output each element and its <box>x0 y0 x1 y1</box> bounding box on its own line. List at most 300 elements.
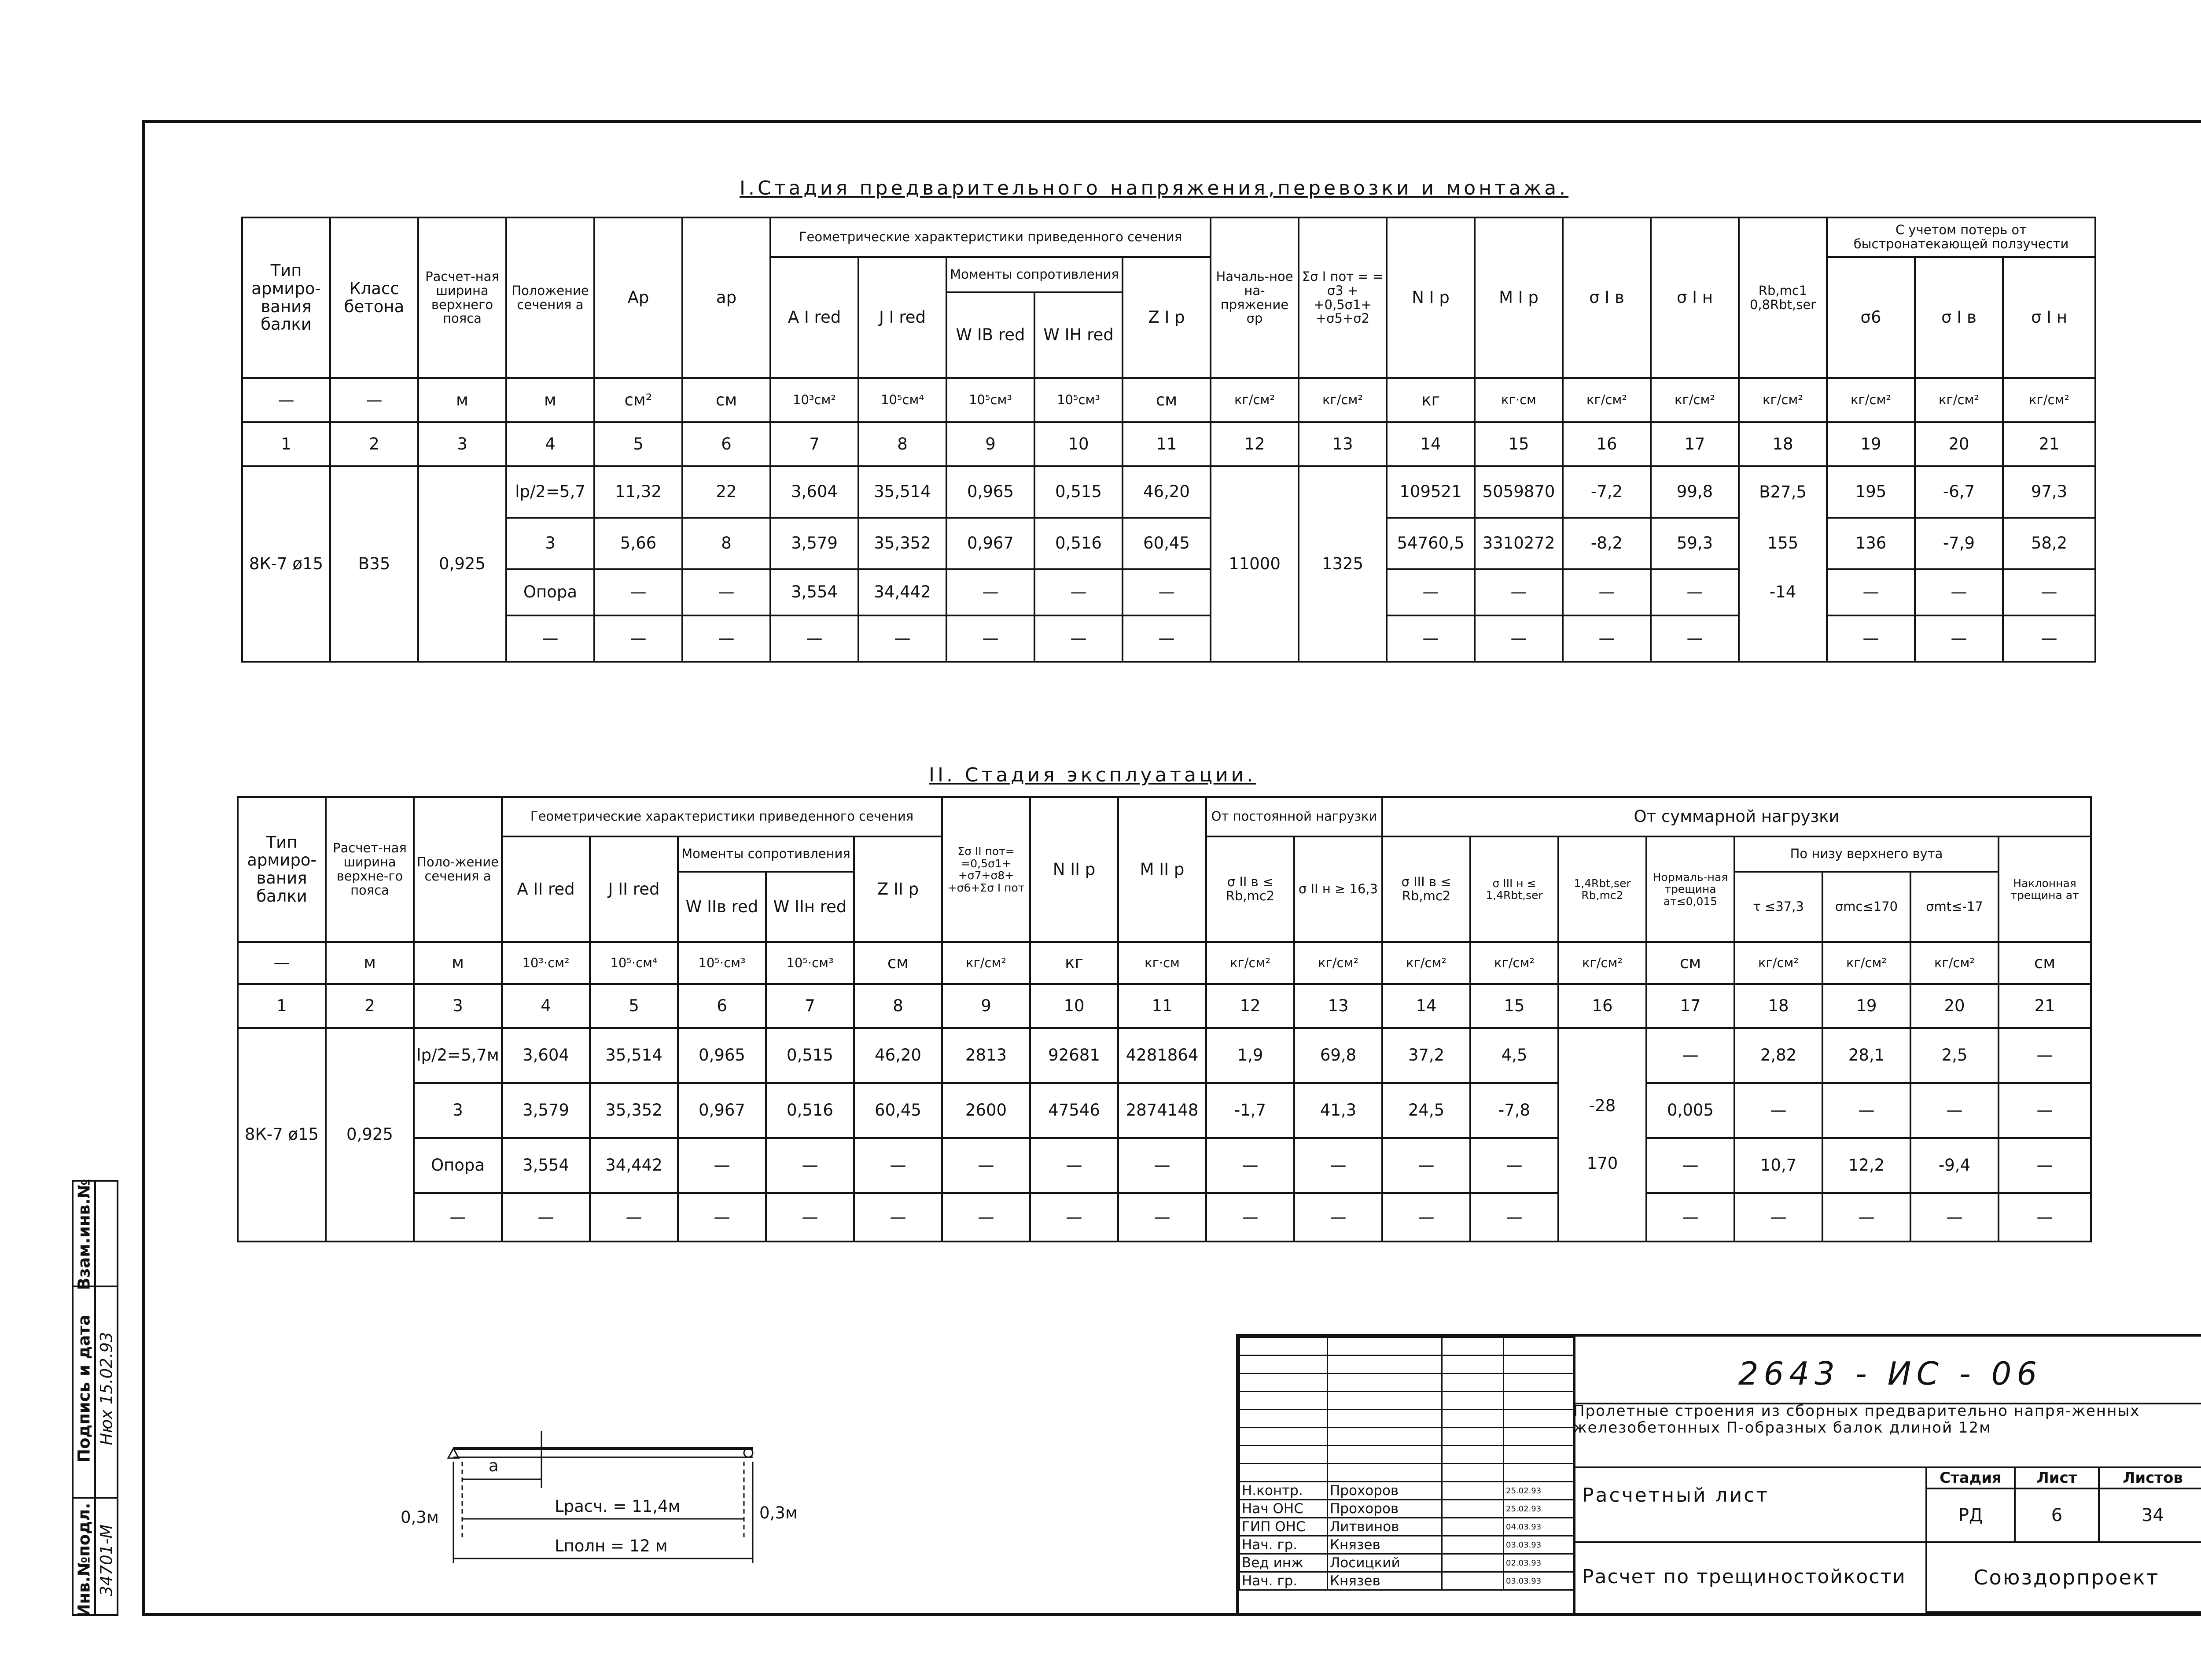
s1-cell: 59,3 <box>1651 518 1739 569</box>
s2-cell: — <box>1470 1138 1558 1193</box>
stamp-doc-title: Расчет по трещиностойкости <box>1582 1566 1906 1588</box>
s1-cell: — <box>858 615 946 662</box>
s2-colnum: 3 <box>414 984 502 1028</box>
s1-cell: 109521 <box>1387 466 1475 518</box>
s2-h-mp: M II p <box>1118 797 1206 942</box>
s1-cell: 8 <box>682 518 770 569</box>
s1-cell: — <box>594 615 682 662</box>
s1-cell: — <box>682 569 770 615</box>
s1-h-ap: Ap <box>594 217 682 378</box>
stamp-person: Князев <box>1328 1572 1442 1590</box>
s2-cell: — <box>1030 1193 1118 1242</box>
stamp-role: ГИП ОНС <box>1240 1518 1328 1536</box>
s2-cell: 28,1 <box>1822 1028 1910 1083</box>
s1-h-class: Класс бетона <box>330 217 418 378</box>
s2-unit: м <box>326 942 414 984</box>
s1-cell: -8,2 <box>1563 518 1651 569</box>
s1-cell: 54760,5 <box>1387 518 1475 569</box>
stamp-role: Вед инж <box>1240 1554 1328 1572</box>
s1-colnum: 14 <box>1387 422 1475 466</box>
s2-colnum: 13 <box>1294 984 1382 1028</box>
s2-cell: — <box>1206 1193 1294 1242</box>
s1-cell: — <box>1651 615 1739 662</box>
s2-cell: — <box>1294 1138 1382 1193</box>
s1-unit: кг/см² <box>1211 378 1299 422</box>
s2-h-ared: A II red <box>502 836 590 942</box>
s1-cell: 35,352 <box>858 518 946 569</box>
s2-cell: 92681 <box>1030 1028 1118 1083</box>
stamp-person: Прохоров <box>1328 1500 1442 1518</box>
s2-cell: 35,352 <box>590 1083 678 1138</box>
s2-colnum: 6 <box>678 984 766 1028</box>
s2-colnum: 14 <box>1382 984 1470 1028</box>
s1-sum-value: 1325 <box>1299 466 1387 662</box>
s1-cell: — <box>1915 569 2003 615</box>
s2-cell: 2813 <box>942 1028 1030 1083</box>
s2-unit: кг/см² <box>942 942 1030 984</box>
s1-cell: 3,604 <box>770 466 858 518</box>
s2-unit: кг/см² <box>1822 942 1910 984</box>
s1-cell: — <box>770 615 858 662</box>
s2-unit: кг/см² <box>1910 942 1999 984</box>
s1-cell: — <box>1651 569 1739 615</box>
s2-cell: — <box>502 1193 590 1242</box>
s2-colnum: 18 <box>1734 984 1822 1028</box>
s2-colnum: 16 <box>1558 984 1646 1028</box>
s1-cell: 99,8 <box>1651 466 1739 518</box>
s2-h-np: N II p <box>1030 797 1118 942</box>
s1-h-width: Расчет-ная ширина верхнего пояса <box>418 217 506 378</box>
s2-h-moments: Моменты сопротивления <box>678 836 854 872</box>
s2-cell: — <box>1734 1083 1822 1138</box>
s1-unit: — <box>330 378 418 422</box>
s1-cell: 3,554 <box>770 569 858 615</box>
stamp-stage-label: Стадия <box>1925 1466 2016 1489</box>
span-diagram <box>392 1431 814 1572</box>
s2-unit: кг·см <box>1118 942 1206 984</box>
s1-cell: 97,3 <box>2003 466 2095 518</box>
s1-h-a-p: ap <box>682 217 770 378</box>
stamp-date: 04.03.93 <box>1504 1518 1574 1536</box>
s2-cell: — <box>1206 1138 1294 1193</box>
s2-h-jred: J II red <box>590 836 678 942</box>
s2-cell: 3,554 <box>502 1138 590 1193</box>
s1-h-sh2: σ I н <box>2003 257 2095 378</box>
side-col-inv <box>72 1180 96 1616</box>
s1-colnum: 15 <box>1475 422 1563 466</box>
s2-cell: — <box>766 1193 854 1242</box>
s2-cell: — <box>414 1193 502 1242</box>
s1-cell: 5,66 <box>594 518 682 569</box>
s2-unit: м <box>414 942 502 984</box>
s2-cell: 2600 <box>942 1083 1030 1138</box>
s2-cell: 0,005 <box>1646 1083 1734 1138</box>
s1-cell: — <box>1123 615 1211 662</box>
s2-cell: — <box>942 1193 1030 1242</box>
s2-cell: — <box>1382 1193 1470 1242</box>
s2-h-t2: σ III н ≤ 1,4Rbt,ser <box>1470 836 1558 942</box>
stamp-signatures <box>1239 1337 1575 1591</box>
s2-unit: кг/см² <box>1558 942 1646 984</box>
s1-unit: см <box>682 378 770 422</box>
stamp-date: 03.03.93 <box>1504 1572 1574 1590</box>
s2-h-wh: W IIн red <box>766 872 854 942</box>
s2-cell: — <box>1734 1193 1822 1242</box>
s2-cell: -7,8 <box>1470 1083 1558 1138</box>
s2-cell: 3,604 <box>502 1028 590 1083</box>
s2-h-c2: σ II н ≥ 16,3 <box>1294 836 1382 942</box>
s1-cell: — <box>2003 569 2095 615</box>
s2-colnum: 20 <box>1910 984 1999 1028</box>
stamp-sheets-value: 34 <box>2098 1488 2201 1543</box>
s1-cell: -7,2 <box>1563 466 1651 518</box>
s2-cell: — <box>1999 1193 2091 1242</box>
s1-colnum: 17 <box>1651 422 1739 466</box>
s1-cell: 34,442 <box>858 569 946 615</box>
s1-cell: — <box>1387 615 1475 662</box>
s2-colnum: 2 <box>326 984 414 1028</box>
s1-cell: — <box>1563 569 1651 615</box>
s2-cell: — <box>1910 1083 1999 1138</box>
s2-cell: 12,2 <box>1822 1138 1910 1193</box>
s1-h-mp: M I p <box>1475 217 1563 378</box>
s1-cell: — <box>946 569 1034 615</box>
s1-h-geom: Геометрические характеристики приведенного сечения <box>770 217 1211 257</box>
s1-cell: — <box>1827 569 1915 615</box>
stamp-person: Лосицкий <box>1328 1554 1442 1572</box>
s2-unit: см <box>1999 942 2091 984</box>
s1-colnum: 13 <box>1299 422 1387 466</box>
s1-h-wh: W IH red <box>1034 292 1123 378</box>
s1-unit: 10⁵см⁴ <box>858 378 946 422</box>
s1-h-sh: σ I н <box>1651 217 1739 378</box>
s1-h-zp: Z I p <box>1123 257 1211 378</box>
s2-width-value: 0,925 <box>326 1028 414 1242</box>
s2-colnum: 7 <box>766 984 854 1028</box>
s2-colnum: 9 <box>942 984 1030 1028</box>
s2-colnum: 12 <box>1206 984 1294 1028</box>
s2-unit: кг/см² <box>1470 942 1558 984</box>
s2-cell: — <box>1999 1138 2091 1193</box>
s2-cell: 47546 <box>1030 1083 1118 1138</box>
stamp-date: 03.03.93 <box>1504 1536 1574 1554</box>
s2-cell: — <box>1822 1083 1910 1138</box>
stamp-person: Прохоров <box>1328 1482 1442 1500</box>
s2-cell: Опора <box>414 1138 502 1193</box>
s2-cell: — <box>678 1138 766 1193</box>
s1-cell: 3,579 <box>770 518 858 569</box>
diagram-calc-span: Lрасч. = 11,4м <box>555 1497 681 1516</box>
s1-colnum: 20 <box>1915 422 2003 466</box>
s1-unit: кг/см² <box>1827 378 1915 422</box>
s1-colnum: 12 <box>1211 422 1299 466</box>
s2-cell: 10,7 <box>1734 1138 1822 1193</box>
s2-cell: — <box>1999 1083 2091 1138</box>
stamp-sheet-value: 6 <box>2014 1488 2100 1543</box>
title-block <box>1236 1334 2201 1616</box>
s1-unit: кг/см² <box>1915 378 2003 422</box>
s1-cell: — <box>2003 615 2095 662</box>
s2-h-t5: τ ≤37,3 <box>1734 872 1822 942</box>
s1-cell: -6,7 <box>1915 466 2003 518</box>
s1-cell: — <box>1034 569 1123 615</box>
s1-cell: 136 <box>1827 518 1915 569</box>
s1-unit: кг/см² <box>2003 378 2095 422</box>
s1-cell: 0,967 <box>946 518 1034 569</box>
s2-cell: 69,8 <box>1294 1028 1382 1083</box>
s2-cell: — <box>1382 1138 1470 1193</box>
s2-cell: 37,2 <box>1382 1028 1470 1083</box>
s2-unit: кг/см² <box>1294 942 1382 984</box>
s2-colnum: 17 <box>1646 984 1734 1028</box>
s1-cell: — <box>1827 615 1915 662</box>
s1-cell: — <box>1387 569 1475 615</box>
s2-cell: — <box>678 1193 766 1242</box>
s2-cell: — <box>854 1193 942 1242</box>
s2-cell: — <box>1294 1193 1382 1242</box>
s1-cell: 58,2 <box>2003 518 2095 569</box>
s1-colnum: 2 <box>330 422 418 466</box>
s1-cell: 22 <box>682 466 770 518</box>
s1-h-sb: σ I в <box>1563 217 1651 378</box>
s2-cell: — <box>1999 1028 2091 1083</box>
s1-cell: 195 <box>1827 466 1915 518</box>
s2-cell: -1,7 <box>1206 1083 1294 1138</box>
s1-h-initial: Началь-ное на-пряжение σp <box>1211 217 1299 378</box>
s1-h-position: Положение сечения a <box>506 217 594 378</box>
s1-cell: — <box>1034 615 1123 662</box>
s2-colnum: 10 <box>1030 984 1118 1028</box>
stamp-sheets-label: Листов <box>2098 1466 2201 1489</box>
stamp-org: Союздорпроект <box>1925 1541 2201 1613</box>
s1-cell: — <box>1123 569 1211 615</box>
side-inv-value: 34701-М <box>97 1524 116 1596</box>
section2-title: II. Стадия эксплуатации. <box>929 764 1256 786</box>
s1-cell: 60,45 <box>1123 518 1211 569</box>
s2-cell: — <box>1822 1193 1910 1242</box>
stamp-date: 25.02.93 <box>1504 1482 1574 1500</box>
stamp-date: 02.03.93 <box>1504 1554 1574 1572</box>
s2-colnum: 1 <box>238 984 326 1028</box>
s1-cell: — <box>1475 569 1563 615</box>
s1-h-sum: Σσ I пот = = σ3 + +0,5σ1+ +σ5+σ2 <box>1299 217 1387 378</box>
s1-colnum: 7 <box>770 422 858 466</box>
s2-h-wb: W IIв red <box>678 872 766 942</box>
s1-cell: — <box>1915 615 2003 662</box>
s2-cell: — <box>1646 1193 1734 1242</box>
s1-h-np: N I p <box>1387 217 1475 378</box>
s1-type-value: 8К-7 ø15 <box>242 466 330 662</box>
s2-unit: кг/см² <box>1206 942 1294 984</box>
stamp-date: 25.02.93 <box>1504 1500 1574 1518</box>
s2-cell: 0,515 <box>766 1028 854 1083</box>
s1-colnum: 11 <box>1123 422 1211 466</box>
s1-colnum: 10 <box>1034 422 1123 466</box>
s2-h-t7: σmt≤-17 <box>1910 872 1999 942</box>
s2-h-t8: Наклонная трещина aт <box>1999 836 2091 942</box>
s1-unit: см <box>1123 378 1211 422</box>
s1-colnum: 5 <box>594 422 682 466</box>
s2-h-const: От постоянной нагрузки <box>1206 797 1382 836</box>
s1-colnum: 19 <box>1827 422 1915 466</box>
s1-cell: lp/2=5,7 <box>506 466 594 518</box>
s1-class-value: В35 <box>330 466 418 662</box>
side-inv-label: Инв.№подл. <box>74 1503 93 1618</box>
s2-unit: см <box>1646 942 1734 984</box>
s2-cell: — <box>1118 1193 1206 1242</box>
side-date-value: Нюх 15.02.93 <box>97 1332 116 1445</box>
s1-h-ared: A I red <box>770 257 858 378</box>
s2-cell: 0,965 <box>678 1028 766 1083</box>
s2-type-value: 8К-7 ø15 <box>238 1028 326 1242</box>
s1-cell: 5059870 <box>1475 466 1563 518</box>
s2-h-sum: Σσ II пот= =0,5σ1+ +σ7+σ8+ +σ6+Σσ I пот <box>942 797 1030 942</box>
stamp-sheet-title: Расчетный лист <box>1582 1484 1770 1507</box>
s1-unit: кг/см² <box>1299 378 1387 422</box>
s2-cell: lp/2=5,7м <box>414 1028 502 1083</box>
s2-cell: 0,967 <box>678 1083 766 1138</box>
s1-unit: кг/см² <box>1651 378 1739 422</box>
s1-h-losses: С учетом потерь от быстронатекающей ползучести <box>1827 217 2095 257</box>
side-replace-label: Взам.инв.№ <box>74 1179 93 1290</box>
s2-h-t6: σmc≤170 <box>1822 872 1910 942</box>
s2-cell: — <box>1646 1138 1734 1193</box>
s1-cell: 155 <box>1739 518 1827 569</box>
s1-colnum: 16 <box>1563 422 1651 466</box>
s1-unit: 10⁵см³ <box>946 378 1034 422</box>
s2-cell: -9,4 <box>1910 1138 1999 1193</box>
s1-cell: 46,20 <box>1123 466 1211 518</box>
s1-colnum: 6 <box>682 422 770 466</box>
s1-colnum: 18 <box>1739 422 1827 466</box>
s2-cell: 4,5 <box>1470 1028 1558 1083</box>
s2-colnum: 4 <box>502 984 590 1028</box>
section1-title: I.Стадия предварительного напряжения,перевозки и монтажа. <box>740 177 1569 199</box>
s2-cell: 2,5 <box>1910 1028 1999 1083</box>
s1-cell: — <box>682 615 770 662</box>
s2-cell: 24,5 <box>1382 1083 1470 1138</box>
s2-cell: — <box>1910 1193 1999 1242</box>
s2-cell: — <box>766 1138 854 1193</box>
stamp-role: Нач. гр. <box>1240 1536 1328 1554</box>
s1-unit: см² <box>594 378 682 422</box>
s1-h-rb: Rb,mc1 0,8Rbt,ser <box>1739 217 1827 378</box>
s2-cell: — <box>942 1138 1030 1193</box>
s1-h-moments: Моменты сопротивления <box>946 257 1123 292</box>
stamp-sheet-label: Лист <box>2014 1466 2100 1489</box>
s2-cell: 0,516 <box>766 1083 854 1138</box>
s2-h-zp: Z II p <box>854 836 942 942</box>
s2-cell: 2,82 <box>1734 1028 1822 1083</box>
s2-cell: — <box>1646 1028 1734 1083</box>
s2-cell: 35,514 <box>590 1028 678 1083</box>
s1-width-value: 0,925 <box>418 466 506 662</box>
s1-colnum: 8 <box>858 422 946 466</box>
s2-cell: 46,20 <box>854 1028 942 1083</box>
s1-h-type: Тип армиро-вания балки <box>242 217 330 378</box>
s2-unit: 10⁵·см⁴ <box>590 942 678 984</box>
s2-unit: 10⁵·см³ <box>766 942 854 984</box>
s1-cell: В27,5 <box>1739 466 1827 518</box>
s2-cell: 60,45 <box>854 1083 942 1138</box>
stamp-person: Литвинов <box>1328 1518 1442 1536</box>
s2-c16-top: -28 <box>1589 1096 1616 1115</box>
s2-h-width: Расчет-ная ширина верхне-го пояса <box>326 797 414 942</box>
stamp-role: Нач ОНС <box>1240 1500 1328 1518</box>
s2-cell: 3,579 <box>502 1083 590 1138</box>
s1-cell: -7,9 <box>1915 518 2003 569</box>
s1-cell: — <box>946 615 1034 662</box>
stamp-person: Князев <box>1328 1536 1442 1554</box>
side-date-label: Подпись и дата <box>74 1314 93 1463</box>
s1-cell: 0,516 <box>1034 518 1123 569</box>
s1-cell: 0,965 <box>946 466 1034 518</box>
s2-c16 <box>1558 1028 1646 1242</box>
s2-h-c1: σ II в ≤ Rb,mc2 <box>1206 836 1294 942</box>
s2-unit: кг/см² <box>1734 942 1822 984</box>
s2-cell: 3 <box>414 1083 502 1138</box>
s2-colnum: 8 <box>854 984 942 1028</box>
s2-cell: 41,3 <box>1294 1083 1382 1138</box>
stamp-code: 2643 - ИС - 06 <box>1738 1355 2043 1392</box>
s2-colnum: 5 <box>590 984 678 1028</box>
s1-colnum: 9 <box>946 422 1034 466</box>
s2-h-t4: Нормаль-ная трещина aт≤0,015 <box>1646 836 1734 942</box>
s1-unit: — <box>242 378 330 422</box>
s2-unit: кг/см² <box>1382 942 1470 984</box>
s2-h-type: Тип армиро-вания балки <box>238 797 326 942</box>
s2-unit: кг <box>1030 942 1118 984</box>
s2-unit: 10⁵·см³ <box>678 942 766 984</box>
s1-h-wb: W IB red <box>946 292 1034 378</box>
s2-h-t3: 1,4Rbt,ser Rb,mc2 <box>1558 836 1646 942</box>
s1-cell <box>1739 615 1827 662</box>
s1-unit: 10⁵см³ <box>1034 378 1123 422</box>
side-col-values <box>94 1180 118 1616</box>
s2-c16-bottom: 170 <box>1586 1153 1618 1173</box>
s2-cell: — <box>854 1138 942 1193</box>
s2-colnum: 21 <box>1999 984 2091 1028</box>
s2-h-position: Поло-жение сечения a <box>414 797 502 942</box>
s2-h-geom: Геометрические характеристики приведенного сечения <box>502 797 942 836</box>
s1-h-s6: σ6 <box>1827 257 1915 378</box>
s1-cell: — <box>506 615 594 662</box>
s2-unit: — <box>238 942 326 984</box>
s1-cell: — <box>594 569 682 615</box>
diagram-a: a <box>489 1456 499 1475</box>
s2-cell: — <box>590 1193 678 1242</box>
diagram-support-left: 0,3м <box>401 1508 439 1527</box>
s1-unit: м <box>506 378 594 422</box>
s2-cell: — <box>1470 1193 1558 1242</box>
s1-unit: кг/см² <box>1739 378 1827 422</box>
stamp-role: Нач. гр. <box>1240 1572 1328 1590</box>
s2-colnum: 11 <box>1118 984 1206 1028</box>
s1-colnum: 1 <box>242 422 330 466</box>
s1-cell: -14 <box>1739 569 1827 615</box>
stamp-role: Н.контр. <box>1240 1482 1328 1500</box>
s1-cell: 35,514 <box>858 466 946 518</box>
s2-colnum: 15 <box>1470 984 1558 1028</box>
s2-colnum: 19 <box>1822 984 1910 1028</box>
s2-cell: 1,9 <box>1206 1028 1294 1083</box>
s2-cell: 2874148 <box>1118 1083 1206 1138</box>
s2-h-total: От суммарной нагрузки <box>1382 797 2091 836</box>
s2-h-t1: σ III в ≤ Rb,mc2 <box>1382 836 1470 942</box>
section2-table <box>237 796 2092 1242</box>
section1-table <box>241 217 2096 663</box>
s1-initial-value: 11000 <box>1211 466 1299 662</box>
